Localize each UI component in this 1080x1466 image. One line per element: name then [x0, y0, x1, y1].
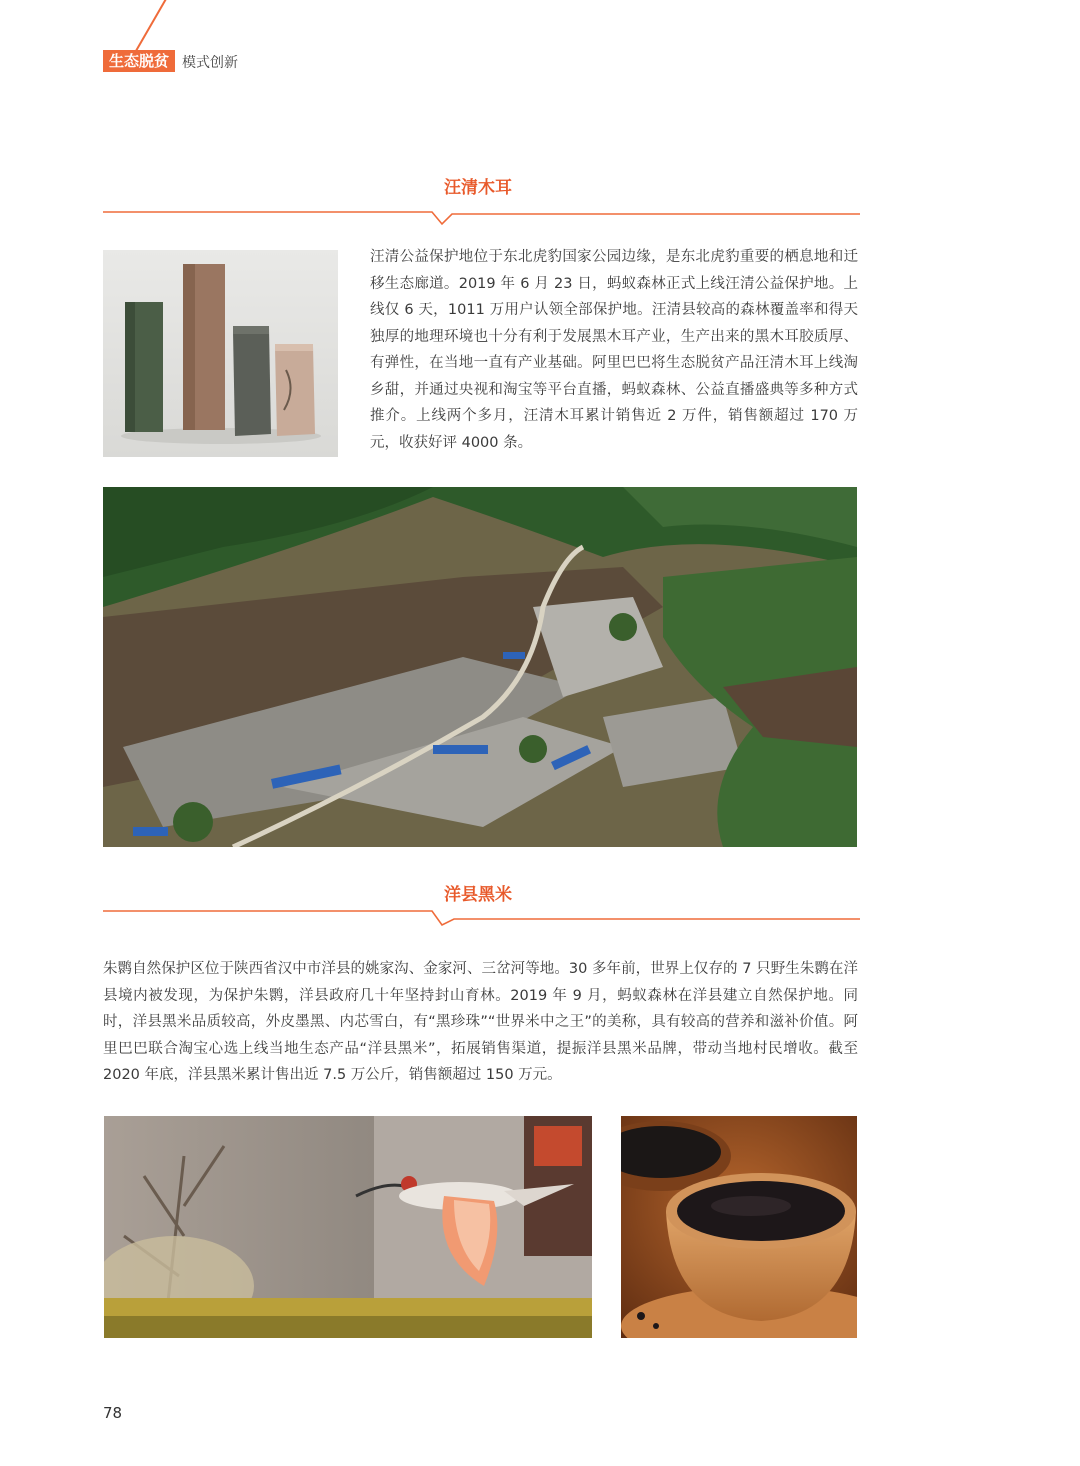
header-slash-decoration [135, 0, 172, 52]
black-rice-photo [621, 1116, 857, 1338]
valley-aerial-photo [103, 487, 857, 847]
header-subtitle: 模式创新 [182, 55, 238, 71]
wangqing-fungus-product-photo [103, 250, 338, 457]
page-number: 78 [103, 1404, 123, 1422]
yangxian-paragraph: 朱鹮自然保护区位于陕西省汉中市洋县的姚家沟、金家河、三岔河等地。30 多年前，世界上仅存的 7 只野生朱鹮在洋县境内被发现，为保护朱鹮，洋县政府几十年坚持封山育林。2019 年 9 月，蚂蚁森林在洋县建立自然保护地。同时，洋县黑米品质较高，外皮墨黑、内芯雪白，有“黑珍珠”“世界米中之王”的美称，具有较高的营养和滋补价值。阿里巴巴联合淘宝心选上线当地生态产品“洋县黑米”，拓展销售渠道，提振洋县黑米品牌，带动当地村民增收。截至 2020 年底，洋县黑米累计售出近 7.5 万公斤，销售额超过 150 万元。 [103, 961, 858, 1083]
section-title-wangqing: 汪清木耳 [444, 178, 512, 198]
wangqing-paragraph: 汪清公益保护地位于东北虎豹国家公园边缘，是东北虎豹重要的栖息地和迁移生态廊道。2019 年 6 月 23 日，蚂蚁森林正式上线汪清公益保护地。上线仅 6 天，1011 万用户认领全部保护地。汪清县较高的森林覆盖率和得天独厚的地理环境也十分有利于发展黑木耳产业，生产出来的黑木耳胶质厚、有弹性，在当地一直有产业基础。阿里巴巴将生态脱贫产品汪清木耳上线淘乡甜，并通过央视和淘宝等平台直播，蚂蚁森林、公益直播盛典等多种方式推介。上线两个多月，汪清木耳累计销售近 2 万件，销售额超过 170 万元，收获好评 4000 条。 [370, 249, 858, 451]
section-title-yangxian: 洋县黑米 [444, 885, 512, 905]
section-divider [102, 200, 862, 226]
crested-ibis-photo [104, 1116, 592, 1338]
header-tag: 生态脱贫 [103, 50, 175, 72]
section-divider [102, 906, 862, 932]
